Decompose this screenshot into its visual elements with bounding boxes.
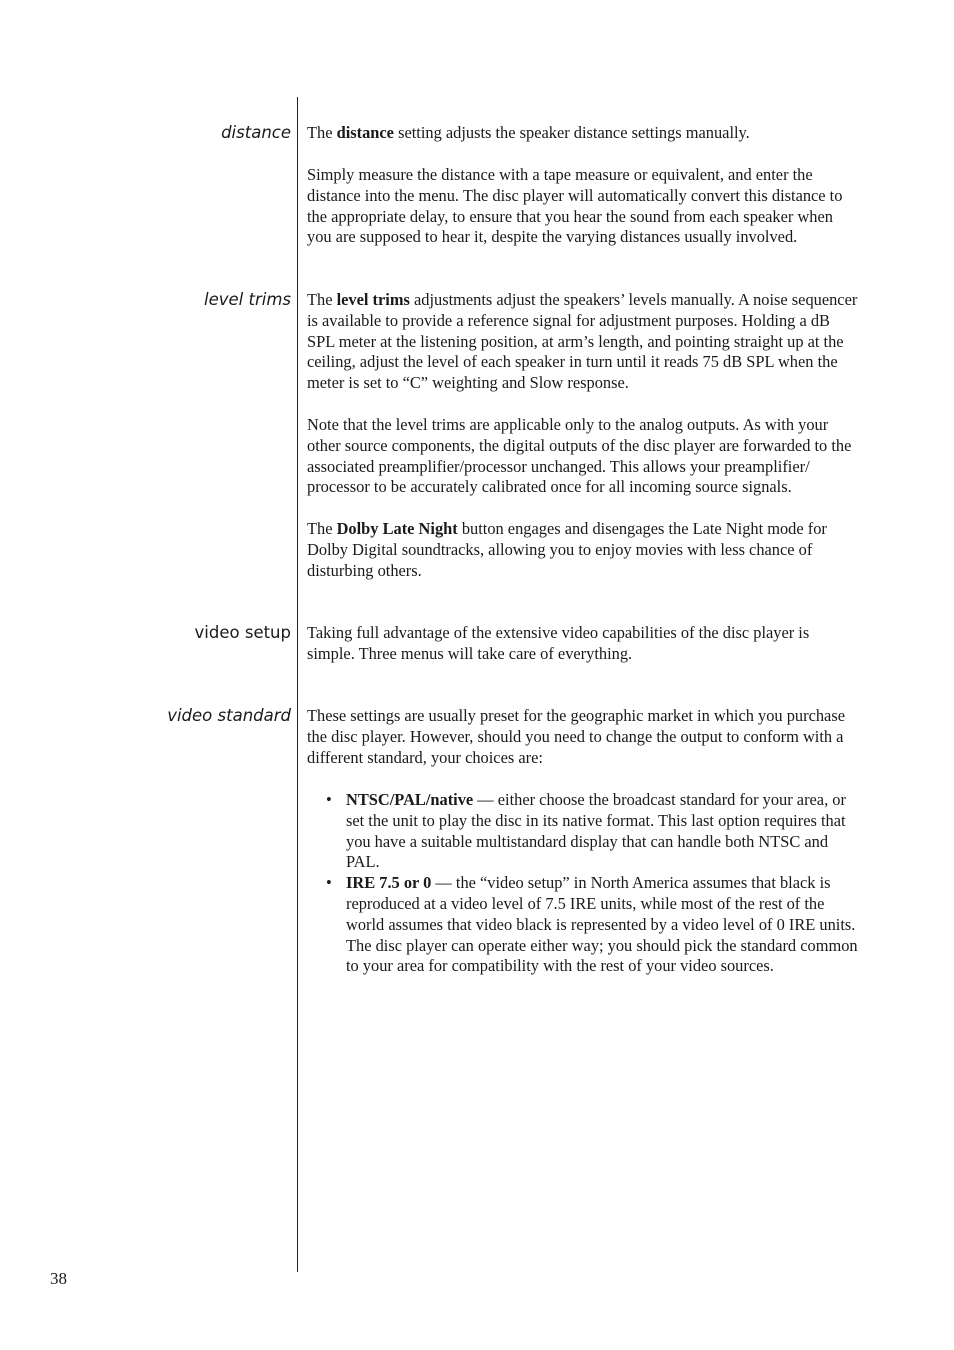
level-trims-paragraph-1 — [307, 290, 859, 394]
distance-paragraph-1 — [307, 123, 859, 144]
bullet-text: — either choose the broadcast standard for your area, or set the unit to play the disc in its native format. This last option requires that you have a suitable multistandard display that can handle both NTSC and PAL. — [346, 790, 846, 872]
video-standard-bullet-list — [307, 790, 859, 977]
video-standard-paragraph-1: These settings are usually preset for the geographic market in which you purchase the disc player. However, should you need to change the output to conform with a different standard, your choices are: — [307, 706, 845, 767]
level-trims-p3-post: button engages and disengages the Late Night mode for Dolby Digital soundtracks, allowing you to enjoy movies with less chance of disturbing others. — [307, 519, 827, 580]
bullet-bold-term: NTSC/PAL/native — [346, 790, 474, 809]
list-item — [307, 873, 859, 977]
level-trims-p3-pre: The — [307, 519, 337, 538]
level-trims-p1-pre: The — [307, 290, 337, 309]
video-setup-paragraph-1: Taking full advantage of the extensive video capabilities of the disc player is simple. Three menus will take care of everything. — [307, 623, 810, 663]
side-heading-level-trims: level trims — [204, 290, 291, 309]
distance-p1-bold: distance — [336, 123, 394, 142]
distance-paragraph-2: Simply measure the distance with a tape measure or equivalent, and enter the distance into the menu. The disc player will automatically convert this distance to the appropriate delay, to ensure that you hear the sound from each speaker when you are supposed to hear it, despite the varying distances usually involved. — [307, 165, 843, 247]
level-trims-paragraph-2: Note that the level trims are applicable only to the analog outputs. As with your other source components, the digital outputs of the disc player are forwarded to the associated preamplifier/processor unchanged. This allows your preamplifier/ processor to be accurately calibrated once for all incoming source signals. — [307, 415, 852, 497]
distance-p1-pre: The — [307, 123, 337, 142]
side-heading-video-setup: video setup — [194, 623, 291, 642]
bullet-marker: • — [326, 873, 332, 893]
level-trims-p1-post: adjustments adjust the speakers’ levels manually. A noise sequencer is available to provide a reference signal for adjustment purposes. Holding a dB SPL meter at the listening position, at arm’s length, and pointing straight up at the ceiling, adjust the level of each speaker in turn until it reads 75 dB SPL when the meter is set to “C” weighting and Slow response. — [307, 290, 858, 393]
bullet-bold-term: IRE 7.5 or 0 — [346, 873, 432, 893]
side-heading-video-standard: video standard — [167, 706, 291, 725]
side-heading-distance: distance — [221, 123, 291, 142]
vertical-margin-rule — [297, 97, 298, 1272]
distance-p1-post: setting adjusts the speaker distance settings manually. — [393, 123, 750, 142]
bullet-text: — the “video setup” in North America assumes that black is reproduced at a video level of 7.5 IRE units, while most of the rest of the world assumes that video black is represented by a video level of 0 IRE units. The disc player can operate either way; you should pick the standard common to your area for compatibility with the rest of your video sources. — [346, 873, 858, 976]
bullet-marker: • — [326, 790, 332, 809]
list-item — [307, 790, 859, 873]
page-number: 38 — [50, 1269, 67, 1288]
level-trims-p3-bold: Dolby Late Night — [336, 519, 458, 538]
level-trims-p1-bold: level trims — [336, 290, 410, 309]
level-trims-paragraph-3 — [307, 519, 859, 581]
